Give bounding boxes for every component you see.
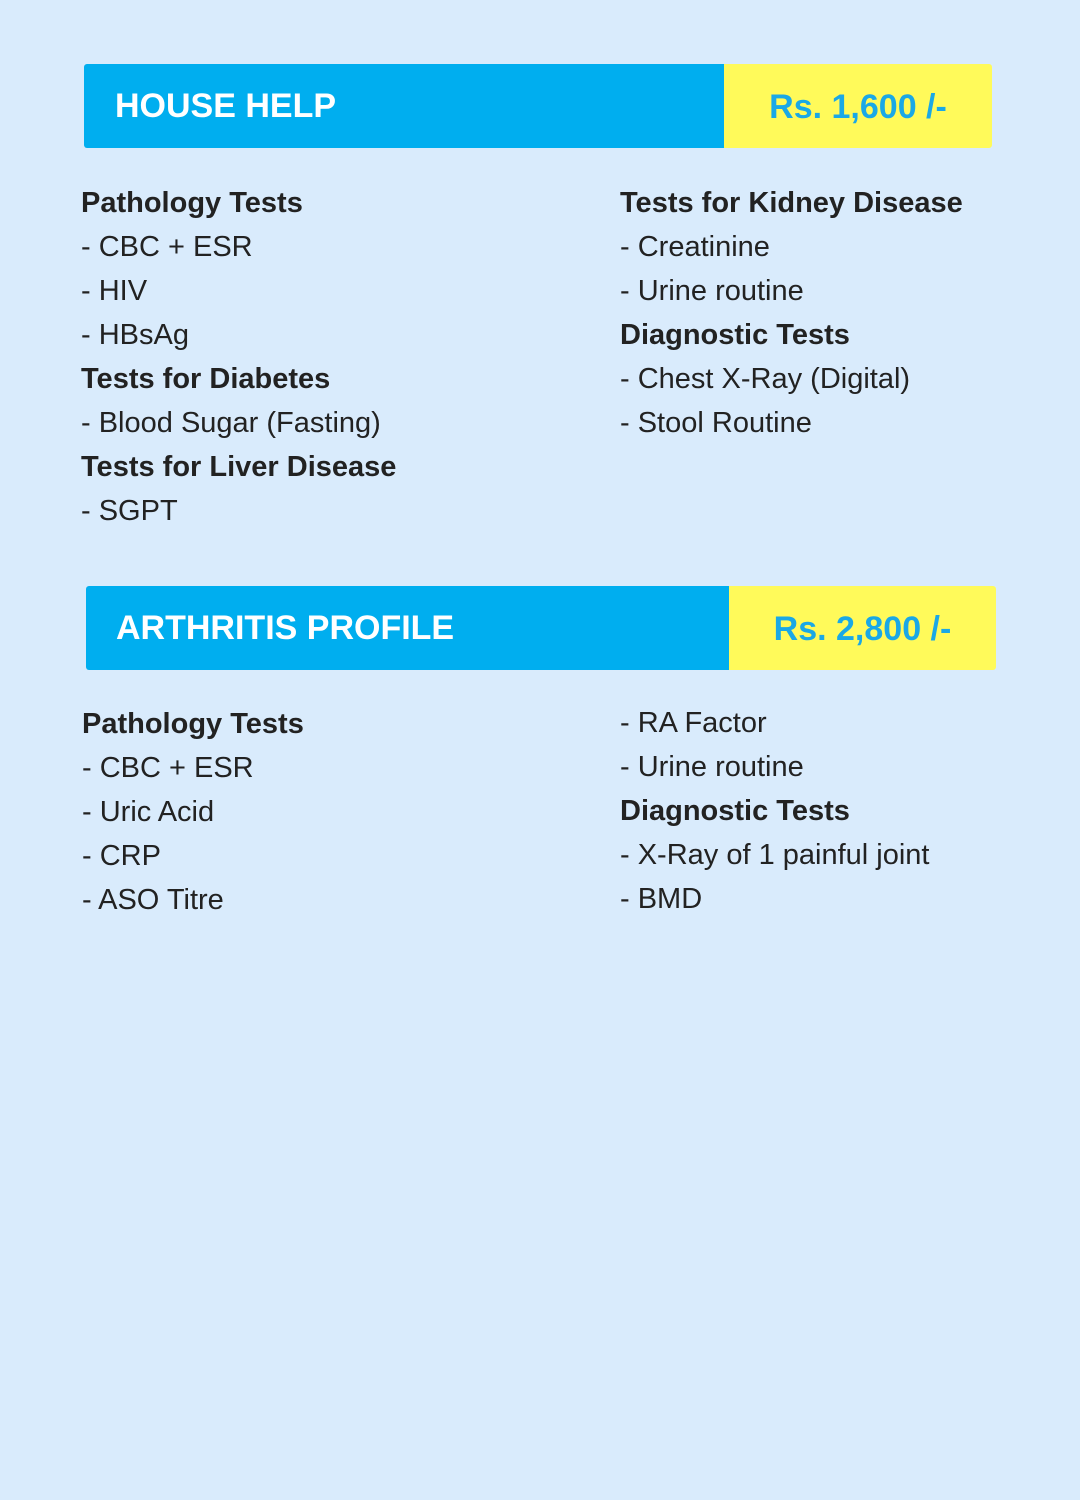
test-category-heading: Tests for Liver Disease bbox=[81, 451, 397, 483]
test-item: - Chest X-Ray (Digital) bbox=[620, 363, 911, 395]
package-name: HOUSE HELP bbox=[84, 64, 724, 148]
test-category-heading: Pathology Tests bbox=[81, 187, 303, 219]
test-item: - HIV bbox=[81, 275, 148, 307]
test-item: - X-Ray of 1 painful joint bbox=[620, 839, 930, 871]
test-item: - CBC + ESR bbox=[81, 231, 253, 263]
test-item: - BMD bbox=[620, 883, 703, 915]
package-price: Rs. 1,600 /- bbox=[724, 64, 992, 148]
test-list-right bbox=[620, 701, 929, 921]
test-list-left bbox=[82, 702, 304, 922]
test-category-heading: Diagnostic Tests bbox=[620, 795, 850, 827]
test-item: - CRP bbox=[82, 840, 161, 872]
test-item: - Blood Sugar (Fasting) bbox=[81, 407, 381, 439]
test-list-left bbox=[81, 181, 396, 533]
test-item: - RA Factor bbox=[620, 707, 767, 739]
test-list-right bbox=[620, 181, 963, 445]
test-category-heading: Pathology Tests bbox=[82, 708, 304, 740]
test-item: - ASO Titre bbox=[82, 884, 224, 916]
test-item: - SGPT bbox=[81, 495, 178, 527]
test-item: - HBsAg bbox=[81, 319, 189, 351]
package-name: ARTHRITIS PROFILE bbox=[86, 586, 729, 670]
test-category-heading: Tests for Diabetes bbox=[81, 363, 331, 395]
test-item: - Urine routine bbox=[620, 751, 804, 783]
test-category-heading: Tests for Kidney Disease bbox=[620, 187, 963, 219]
test-item: - Stool Routine bbox=[620, 407, 812, 439]
package-header bbox=[84, 64, 992, 148]
test-item: - Uric Acid bbox=[82, 796, 215, 828]
package-price: Rs. 2,800 /- bbox=[729, 586, 996, 670]
test-item: - Urine routine bbox=[620, 275, 804, 307]
test-item: - Creatinine bbox=[620, 231, 770, 263]
package-header bbox=[86, 586, 996, 670]
test-item: - CBC + ESR bbox=[82, 752, 254, 784]
test-category-heading: Diagnostic Tests bbox=[620, 319, 850, 351]
